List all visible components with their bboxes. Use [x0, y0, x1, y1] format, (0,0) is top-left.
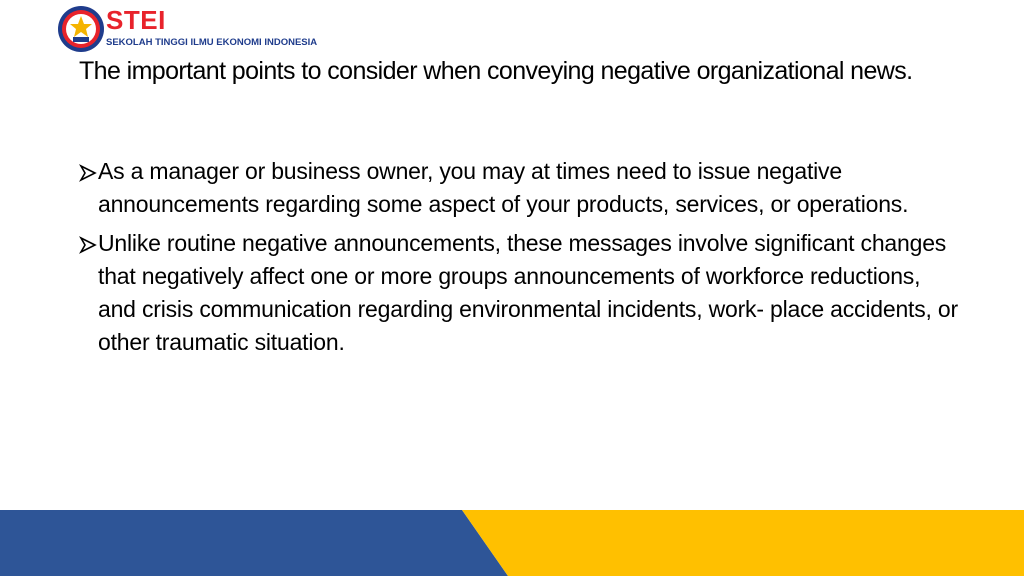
- bullet-list: [79, 155, 959, 365]
- slide-title: The important points to consider when conveying negative organizational news.: [79, 57, 913, 85]
- bullet-text: As a manager or business owner, you may at times need to issue negative announcements regarding some aspect of your products, services, or operations.: [98, 158, 909, 217]
- logo-subtitle: SEKOLAH TINGGI ILMU EKONOMI INDONESIA: [106, 37, 318, 48]
- footer-blue-shape: [0, 510, 508, 576]
- arrow-bullet-icon: [79, 164, 97, 182]
- footer-band: [0, 510, 1024, 576]
- stei-emblem-icon: [56, 4, 106, 54]
- logo-brand-text: STEI: [106, 5, 166, 35]
- stei-logo: [56, 4, 346, 54]
- bullet-item: [79, 227, 959, 359]
- bullet-text: Unlike routine negative announcements, these messages involve significant changes that negatively affect one or more groups announcements of workforce reductions, and crisis communication regarding environmental incidents, work- place accidents, or other traumatic situation.: [98, 230, 958, 355]
- footer-yellow-shape: [462, 510, 1024, 576]
- arrow-bullet-icon: [79, 236, 97, 254]
- bullet-item: [79, 155, 959, 221]
